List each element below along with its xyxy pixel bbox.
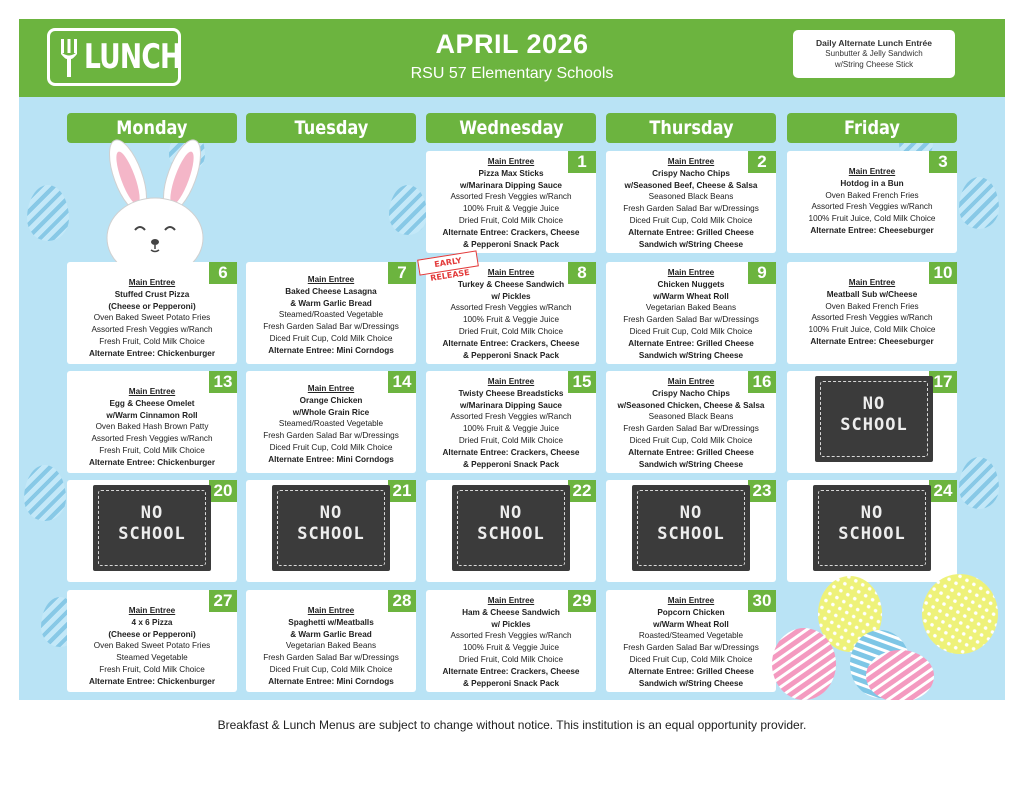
daily-alternate-box: [793, 30, 955, 78]
day-cell-21: [246, 480, 416, 582]
day-header-tuesday: Tuesday: [246, 113, 416, 143]
menu-text: Main Entree Pizza Max Sticks w/Marinara Dipping Sauce Assorted Fresh Veggies w/Ranch 100% Fruit & Veggie Juice Dried Fruit, Cold Milk Choice Alternate Entree: Crackers, Cheese & Pepperoni Snack Pack: [442, 157, 580, 249]
menu-text: Main Entree 4 x 6 Pizza (Cheese or Pepperoni) Oven Baked Sweet Potato Fries Steamed Vegetable Fresh Fruit, Cold Milk Choice Alternate Entree: Chickenburger: [88, 606, 216, 686]
day-cell-20: [67, 480, 237, 582]
day-number: 23: [748, 480, 776, 502]
day-cell-22: [426, 480, 596, 582]
page-title: APRIL 2026: [435, 29, 589, 59]
decorative-egg: [389, 185, 427, 235]
day-number: 16: [748, 371, 776, 393]
day-cell-27: [67, 590, 237, 692]
day-cell-30: [606, 590, 776, 692]
decorative-egg: [959, 457, 999, 509]
day-cell-9: [606, 262, 776, 364]
day-cell-28: [246, 590, 416, 692]
alt-box-line: Sunbutter & Jelly Sandwich: [825, 49, 923, 58]
logo-text: LUNCH: [84, 37, 182, 77]
menu-text: Main Entree Crispy Nacho Chips w/Seasoned Beef, Cheese & Salsa Seasoned Black Beans Fresh Garden Salad Bar w/Dressings Diced Fruit Cup, Cold Milk Choice Alternate Entree: Grilled Cheese Sandwich w/String Cheese: [623, 157, 759, 249]
alt-box-line: w/String Cheese Stick: [834, 60, 914, 69]
day-number: 9: [748, 262, 776, 284]
day-number: 29: [568, 590, 596, 612]
bunny-icon: [80, 138, 230, 263]
day-cell-2: [606, 151, 776, 253]
day-number: 14: [388, 371, 416, 393]
day-number: 30: [748, 590, 776, 612]
day-cell-10: [787, 262, 957, 364]
day-number: 2: [748, 151, 776, 173]
menu-text: Main Entree Turkey & Cheese Sandwich w/ Pickles Assorted Fresh Veggies w/Ranch 100% Fruit & Veggie Juice Dried Fruit, Cold Milk Choice Alternate Entree: Crackers, Cheese & Pepperoni Snack Pack: [442, 268, 580, 360]
early-release-stamp: EARLY RELEASE: [417, 250, 479, 275]
day-number: 27: [209, 590, 237, 612]
day-header-wednesday: Wednesday: [426, 113, 596, 143]
day-cell-6: [67, 262, 237, 364]
no-school-board: NO SCHOOL: [272, 485, 390, 571]
day-number: 1: [568, 151, 596, 173]
day-cell-15: [426, 371, 596, 473]
day-number: 10: [929, 262, 957, 284]
day-number: 7: [388, 262, 416, 284]
day-number: 20: [209, 480, 237, 502]
alt-box-title: Daily Alternate Lunch Entrée: [816, 38, 932, 48]
day-header-monday: Monday: [67, 113, 237, 143]
day-cell-3: [787, 151, 957, 253]
decorative-egg: [959, 177, 999, 229]
menu-text: Main Entree Baked Cheese Lasagna & Warm Garlic Bread Steamed/Roasted Vegetable Fresh Garden Salad Bar w/Dressings Diced Fruit Cup, Cold Milk Choice Alternate Entree: Mini Corndogs: [263, 275, 399, 355]
day-number: 24: [929, 480, 957, 502]
day-number: 15: [568, 371, 596, 393]
day-number: 3: [929, 151, 957, 173]
menu-text: Main Entree Spaghetti w/Meatballs & Warm Garlic Bread Vegetarian Baked Beans Fresh Garden Salad Bar w/Dressings Diced Fruit Cup, Cold Milk Choice Alternate Entree: Mini Corndogs: [263, 606, 399, 686]
menu-text: Main Entree Stuffed Crust Pizza (Cheese or Pepperoni) Oven Baked Sweet Potato Fries Assorted Fresh Veggies w/Ranch Fresh Fruit, Cold Milk Choice Alternate Entree: Chickenburger: [88, 278, 216, 358]
menu-text: Main Entree Crispy Nacho Chips w/Seasoned Chicken, Cheese & Salsa Seasoned Black Beans Fresh Garden Salad Bar w/Dressings Diced Fruit Cup, Cold Milk Choice Alternate Entree: Grilled Cheese Sandwich w/String Cheese: [617, 377, 765, 469]
day-cell-29: [426, 590, 596, 692]
no-school-board: NO SCHOOL: [815, 376, 933, 462]
day-cell-1: [426, 151, 596, 253]
day-number: 22: [568, 480, 596, 502]
day-cell-7: [246, 262, 416, 364]
no-school-board: NO SCHOOL: [813, 485, 931, 571]
menu-text: Main Entree Hotdog in a Bun Oven Baked French Fries Assorted Fresh Veggies w/Ranch 100% Fruit Juice, Cold Milk Choice Alternate Entree: Cheeseburger: [808, 167, 936, 235]
day-number: 13: [209, 371, 237, 393]
day-cell-24: [787, 480, 957, 582]
day-number: 8: [568, 262, 596, 284]
day-header-friday: Friday: [787, 113, 957, 143]
menu-text: Main Entree Meatball Sub w/Cheese Oven Baked French Fries Assorted Fresh Veggies w/Ranch 100% Fruit Juice, Cold Milk Choice Alternate Entree: Cheeseburger: [808, 278, 936, 346]
easter-eggs-icon: [772, 574, 1004, 700]
day-cell-16: [606, 371, 776, 473]
header-banner: [19, 19, 1005, 97]
day-cell-23: [606, 480, 776, 582]
menu-text: Main Entree Egg & Cheese Omelet w/Warm Cinnamon Roll Oven Baked Hash Brown Patty Assorted Fresh Veggies w/Ranch Fresh Fruit, Cold Milk Choice Alternate Entree: Chickenburger: [88, 387, 216, 467]
menu-text: Main Entree Chicken Nuggets w/Warm Wheat Roll Vegetarian Baked Beans Fresh Garden Salad Bar w/Dressings Diced Fruit Cup, Cold Milk Choice Alternate Entree: Grilled Cheese Sandwich w/String Cheese: [623, 268, 759, 360]
day-number: 17: [929, 371, 957, 393]
day-cell-17: [787, 371, 957, 473]
no-school-board: NO SCHOOL: [632, 485, 750, 571]
no-school-board: NO SCHOOL: [452, 485, 570, 571]
footer-disclaimer: Breakfast & Lunch Menus are subject to change without notice. This institution is an equal opportunity provider.: [217, 718, 807, 732]
day-number: 28: [388, 590, 416, 612]
menu-text: Main Entree Popcorn Chicken w/Warm Wheat Roll Roasted/Steamed Vegetable Fresh Garden Salad Bar w/Dressings Diced Fruit Cup, Cold Milk Choice Alternate Entree: Grilled Cheese Sandwich w/String Cheese: [623, 596, 759, 688]
menu-text: Main Entree Ham & Cheese Sandwich w/ Pickles Assorted Fresh Veggies w/Ranch 100% Fruit & Veggie Juice Dried Fruit, Cold Milk Choice Alternate Entree: Crackers, Cheese & Pepperoni Snack Pack: [442, 596, 580, 688]
menu-text: Main Entree Twisty Cheese Breadsticks w/Marinara Dipping Sauce Assorted Fresh Veggies w/Ranch 100% Fruit & Veggie Juice Dried Fruit, Cold Milk Choice Alternate Entree: Crackers, Cheese & Pepperoni Snack Pack: [442, 377, 580, 469]
no-school-board: NO SCHOOL: [93, 485, 211, 571]
decorative-egg: [27, 185, 69, 241]
day-header-thursday: Thursday: [606, 113, 776, 143]
decorative-egg: [24, 465, 66, 521]
menu-text: Main Entree Orange Chicken w/Whole Grain Rice Steamed/Roasted Vegetable Fresh Garden Salad Bar w/Dressings Diced Fruit Cup, Cold Milk Choice Alternate Entree: Mini Corndogs: [263, 384, 399, 464]
day-number: 21: [388, 480, 416, 502]
day-cell-14: [246, 371, 416, 473]
page-subtitle: RSU 57 Elementary Schools: [410, 65, 614, 82]
day-cell-13: [67, 371, 237, 473]
day-number: 6: [209, 262, 237, 284]
